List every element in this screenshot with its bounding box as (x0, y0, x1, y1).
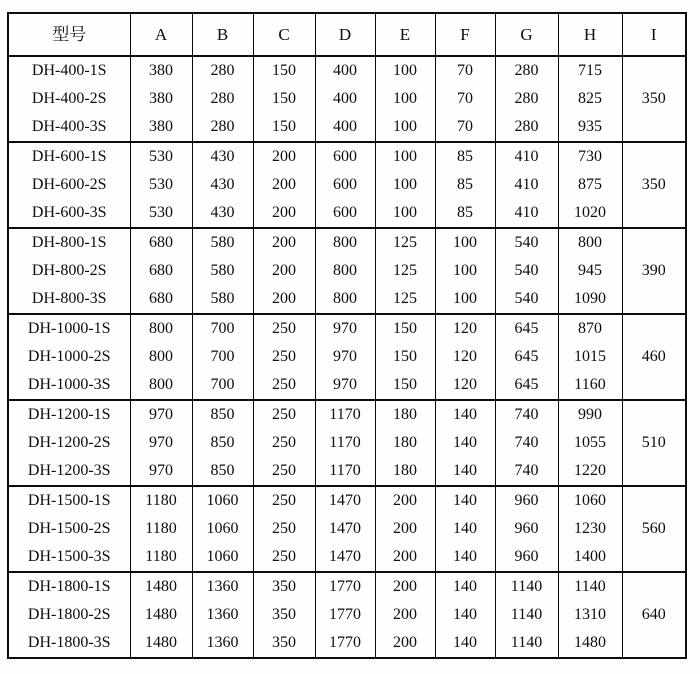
value-cell: 800 (130, 314, 192, 343)
value-cell: 530 (130, 199, 192, 228)
value-cell: 1055 (558, 429, 622, 457)
value-cell: 100 (375, 199, 435, 228)
value-cell: 870 (558, 314, 622, 343)
header-row (8, 13, 686, 56)
value-cell: 380 (130, 85, 192, 113)
model-cell: DH-1200-1S (8, 400, 130, 429)
value-cell: 250 (253, 543, 315, 572)
value-cell: 280 (192, 56, 253, 85)
model-cell: DH-1000-3S (8, 371, 130, 400)
table-row (8, 486, 686, 515)
value-cell: 970 (315, 343, 375, 371)
value-cell: 200 (375, 601, 435, 629)
value-cell: 1480 (130, 601, 192, 629)
table-row (8, 285, 686, 314)
value-cell: 800 (315, 285, 375, 314)
value-cell: 200 (253, 142, 315, 171)
value-cell: 250 (253, 457, 315, 486)
value-cell: 1140 (495, 601, 558, 629)
table-header (8, 13, 686, 56)
value-cell: 970 (130, 457, 192, 486)
table-row (8, 457, 686, 486)
value-cell: 430 (192, 199, 253, 228)
value-cell: 200 (375, 543, 435, 572)
value-cell: 410 (495, 142, 558, 171)
table-row (8, 56, 686, 85)
value-cell: 140 (435, 400, 495, 429)
value-cell: 430 (192, 171, 253, 199)
value-cell: 100 (375, 142, 435, 171)
value-cell: 1060 (192, 543, 253, 572)
value-cell: 180 (375, 429, 435, 457)
value-cell: 100 (375, 171, 435, 199)
value-cell: 740 (495, 400, 558, 429)
i-value-cell: 560 (622, 486, 686, 572)
value-cell: 700 (192, 314, 253, 343)
value-cell: 1770 (315, 572, 375, 601)
value-cell: 1060 (192, 515, 253, 543)
value-cell: 125 (375, 257, 435, 285)
value-cell: 430 (192, 142, 253, 171)
i-value-cell: 640 (622, 572, 686, 658)
value-cell: 380 (130, 56, 192, 85)
value-cell: 1770 (315, 601, 375, 629)
value-cell: 1360 (192, 629, 253, 658)
value-cell: 540 (495, 285, 558, 314)
value-cell: 1360 (192, 572, 253, 601)
value-cell: 1180 (130, 543, 192, 572)
value-cell: 825 (558, 85, 622, 113)
header-model: 型号 (8, 13, 130, 56)
value-cell: 150 (375, 343, 435, 371)
value-cell: 120 (435, 371, 495, 400)
model-cell: DH-1200-3S (8, 457, 130, 486)
value-cell: 180 (375, 400, 435, 429)
table-row (8, 543, 686, 572)
spec-table (7, 12, 687, 659)
model-cell: DH-1800-2S (8, 601, 130, 629)
value-cell: 140 (435, 572, 495, 601)
value-cell: 1480 (130, 572, 192, 601)
table-row (8, 228, 686, 257)
value-cell: 800 (315, 257, 375, 285)
value-cell: 960 (495, 515, 558, 543)
model-cell: DH-1500-2S (8, 515, 130, 543)
value-cell: 350 (253, 629, 315, 658)
value-cell: 800 (130, 371, 192, 400)
value-cell: 150 (375, 371, 435, 400)
i-value-cell: 350 (622, 142, 686, 228)
value-cell: 730 (558, 142, 622, 171)
value-cell: 140 (435, 457, 495, 486)
value-cell: 1140 (495, 629, 558, 658)
value-cell: 600 (315, 142, 375, 171)
value-cell: 580 (192, 228, 253, 257)
value-cell: 100 (375, 85, 435, 113)
header-f: F (435, 13, 495, 56)
value-cell: 250 (253, 371, 315, 400)
value-cell: 200 (375, 629, 435, 658)
table-row (8, 85, 686, 113)
value-cell: 125 (375, 228, 435, 257)
value-cell: 150 (253, 56, 315, 85)
header-b: B (192, 13, 253, 56)
value-cell: 150 (375, 314, 435, 343)
value-cell: 70 (435, 85, 495, 113)
value-cell: 645 (495, 371, 558, 400)
value-cell: 1170 (315, 429, 375, 457)
model-cell: DH-1500-3S (8, 543, 130, 572)
value-cell: 100 (435, 228, 495, 257)
value-cell: 140 (435, 515, 495, 543)
table-row (8, 257, 686, 285)
i-value-cell: 350 (622, 56, 686, 142)
table-row (8, 572, 686, 601)
value-cell: 580 (192, 257, 253, 285)
value-cell: 740 (495, 429, 558, 457)
value-cell: 1470 (315, 543, 375, 572)
value-cell: 200 (375, 515, 435, 543)
model-cell: DH-800-2S (8, 257, 130, 285)
value-cell: 875 (558, 171, 622, 199)
model-cell: DH-600-3S (8, 199, 130, 228)
value-cell: 125 (375, 285, 435, 314)
value-cell: 350 (253, 572, 315, 601)
value-cell: 410 (495, 171, 558, 199)
value-cell: 280 (192, 113, 253, 142)
header-a: A (130, 13, 192, 56)
i-value-cell: 460 (622, 314, 686, 400)
model-cell: DH-600-1S (8, 142, 130, 171)
model-cell: DH-1800-1S (8, 572, 130, 601)
table-row (8, 171, 686, 199)
value-cell: 400 (315, 113, 375, 142)
value-cell: 1170 (315, 400, 375, 429)
value-cell: 250 (253, 486, 315, 515)
model-cell: DH-800-1S (8, 228, 130, 257)
value-cell: 530 (130, 171, 192, 199)
value-cell: 645 (495, 314, 558, 343)
value-cell: 250 (253, 314, 315, 343)
value-cell: 935 (558, 113, 622, 142)
value-cell: 960 (495, 543, 558, 572)
model-cell: DH-400-1S (8, 56, 130, 85)
table-row (8, 601, 686, 629)
value-cell: 970 (130, 429, 192, 457)
value-cell: 800 (558, 228, 622, 257)
value-cell: 945 (558, 257, 622, 285)
value-cell: 1310 (558, 601, 622, 629)
value-cell: 250 (253, 343, 315, 371)
value-cell: 200 (253, 228, 315, 257)
table-row (8, 142, 686, 171)
value-cell: 1170 (315, 457, 375, 486)
value-cell: 400 (315, 85, 375, 113)
value-cell: 540 (495, 228, 558, 257)
value-cell: 1015 (558, 343, 622, 371)
value-cell: 1470 (315, 486, 375, 515)
value-cell: 1160 (558, 371, 622, 400)
value-cell: 1230 (558, 515, 622, 543)
value-cell: 200 (253, 257, 315, 285)
header-i: I (622, 13, 686, 56)
model-cell: DH-800-3S (8, 285, 130, 314)
value-cell: 540 (495, 257, 558, 285)
value-cell: 600 (315, 171, 375, 199)
value-cell: 85 (435, 142, 495, 171)
value-cell: 200 (253, 285, 315, 314)
value-cell: 850 (192, 457, 253, 486)
value-cell: 280 (192, 85, 253, 113)
value-cell: 140 (435, 429, 495, 457)
value-cell: 740 (495, 457, 558, 486)
value-cell: 120 (435, 314, 495, 343)
value-cell: 1400 (558, 543, 622, 572)
value-cell: 1020 (558, 199, 622, 228)
table-body (8, 56, 686, 658)
value-cell: 800 (130, 343, 192, 371)
value-cell: 350 (253, 601, 315, 629)
header-c: C (253, 13, 315, 56)
value-cell: 250 (253, 515, 315, 543)
header-h: H (558, 13, 622, 56)
value-cell: 1360 (192, 601, 253, 629)
value-cell: 680 (130, 228, 192, 257)
value-cell: 850 (192, 400, 253, 429)
table-row (8, 199, 686, 228)
value-cell: 600 (315, 199, 375, 228)
table-row (8, 400, 686, 429)
table-row (8, 314, 686, 343)
value-cell: 800 (315, 228, 375, 257)
value-cell: 150 (253, 85, 315, 113)
value-cell: 120 (435, 343, 495, 371)
value-cell: 85 (435, 199, 495, 228)
value-cell: 1060 (558, 486, 622, 515)
value-cell: 70 (435, 113, 495, 142)
model-cell: DH-400-2S (8, 85, 130, 113)
value-cell: 410 (495, 199, 558, 228)
value-cell: 700 (192, 371, 253, 400)
value-cell: 1770 (315, 629, 375, 658)
value-cell: 1180 (130, 515, 192, 543)
value-cell: 680 (130, 257, 192, 285)
table-row (8, 113, 686, 142)
value-cell: 140 (435, 486, 495, 515)
value-cell: 850 (192, 429, 253, 457)
value-cell: 280 (495, 85, 558, 113)
model-cell: DH-1200-2S (8, 429, 130, 457)
value-cell: 1480 (130, 629, 192, 658)
value-cell: 1480 (558, 629, 622, 658)
model-cell: DH-400-3S (8, 113, 130, 142)
model-cell: DH-1500-1S (8, 486, 130, 515)
model-cell: DH-600-2S (8, 171, 130, 199)
i-value-cell: 510 (622, 400, 686, 486)
value-cell: 970 (315, 314, 375, 343)
model-cell: DH-1000-2S (8, 343, 130, 371)
value-cell: 200 (375, 572, 435, 601)
header-e: E (375, 13, 435, 56)
value-cell: 250 (253, 429, 315, 457)
value-cell: 100 (375, 113, 435, 142)
value-cell: 140 (435, 629, 495, 658)
value-cell: 680 (130, 285, 192, 314)
value-cell: 280 (495, 113, 558, 142)
value-cell: 100 (375, 56, 435, 85)
value-cell: 150 (253, 113, 315, 142)
header-g: G (495, 13, 558, 56)
value-cell: 1140 (558, 572, 622, 601)
table-row (8, 371, 686, 400)
value-cell: 1090 (558, 285, 622, 314)
table-row (8, 343, 686, 371)
value-cell: 380 (130, 113, 192, 142)
value-cell: 1470 (315, 515, 375, 543)
header-d: D (315, 13, 375, 56)
value-cell: 180 (375, 457, 435, 486)
value-cell: 200 (253, 199, 315, 228)
i-value-cell: 390 (622, 228, 686, 314)
value-cell: 100 (435, 257, 495, 285)
value-cell: 200 (253, 171, 315, 199)
value-cell: 280 (495, 56, 558, 85)
value-cell: 1180 (130, 486, 192, 515)
value-cell: 645 (495, 343, 558, 371)
value-cell: 715 (558, 56, 622, 85)
value-cell: 700 (192, 343, 253, 371)
value-cell: 85 (435, 171, 495, 199)
table-row (8, 515, 686, 543)
table-row (8, 429, 686, 457)
value-cell: 1140 (495, 572, 558, 601)
value-cell: 140 (435, 601, 495, 629)
value-cell: 200 (375, 486, 435, 515)
value-cell: 400 (315, 56, 375, 85)
value-cell: 100 (435, 285, 495, 314)
value-cell: 970 (130, 400, 192, 429)
value-cell: 70 (435, 56, 495, 85)
value-cell: 140 (435, 543, 495, 572)
table-row (8, 629, 686, 658)
value-cell: 970 (315, 371, 375, 400)
value-cell: 990 (558, 400, 622, 429)
model-cell: DH-1000-1S (8, 314, 130, 343)
value-cell: 580 (192, 285, 253, 314)
value-cell: 1060 (192, 486, 253, 515)
value-cell: 1220 (558, 457, 622, 486)
value-cell: 530 (130, 142, 192, 171)
value-cell: 250 (253, 400, 315, 429)
value-cell: 960 (495, 486, 558, 515)
model-cell: DH-1800-3S (8, 629, 130, 658)
